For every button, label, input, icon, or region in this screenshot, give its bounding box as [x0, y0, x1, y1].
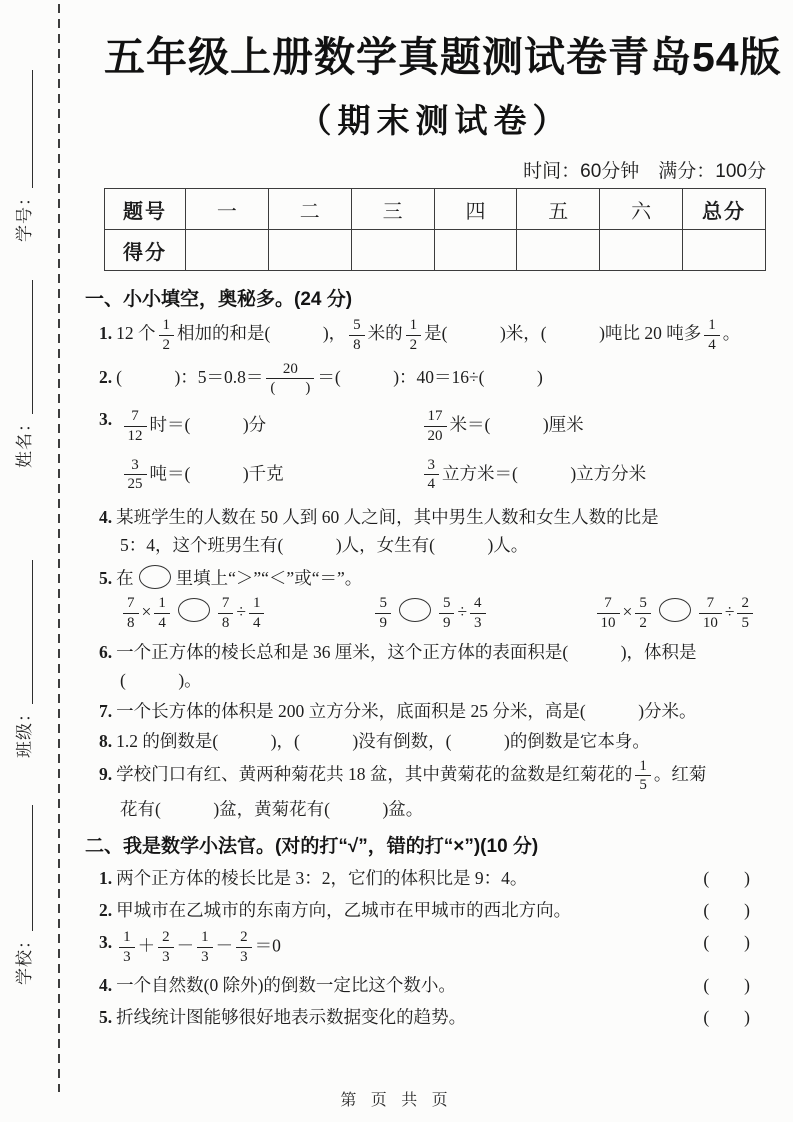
question-number: 8. — [99, 730, 113, 751]
question-number: 9. — [99, 763, 113, 784]
judge-item-4 — [99, 971, 766, 999]
judge-statement: $\frac{1}{3}$ ＋ $\frac{2}{3}$ － $\frac{1}{3}$ － $\frac{2}{3}$ ＝0 — [116, 928, 695, 967]
paper-content — [85, 0, 782, 1035]
comparison-row — [120, 594, 766, 633]
paper-title: 五年级上册数学真题测试卷青岛54版 — [104, 34, 782, 80]
question-9 — [99, 757, 766, 824]
fraction: $\frac{7}{8}$ — [218, 594, 234, 633]
question-number: 5. — [99, 1006, 113, 1027]
score-col-2: 二 — [268, 189, 351, 230]
student-name-line[interactable] — [32, 280, 33, 414]
score-row-label: 得分 — [105, 230, 186, 271]
score-input-cell[interactable] — [600, 230, 683, 271]
judge-statement: 甲城市在乙城市的东南方向，乙城市在甲城市的西北方向。 — [116, 900, 572, 920]
fraction: $\frac{2}{3}$ — [158, 928, 174, 967]
question-number: 6. — [99, 641, 113, 662]
question-number: 4. — [99, 507, 113, 527]
fraction: $\frac{5}{9}$ — [439, 594, 455, 633]
section1-heading: 一、小小填空，奥秘多。(24 分) — [85, 289, 353, 310]
fraction: $\frac{7}{12}$ — [124, 407, 147, 446]
section2-heading: 二、我是数学小法官。(对的打“√”，错的打“×”)(10 分) — [85, 836, 539, 857]
fraction: $\frac{3}{4}$ — [424, 456, 440, 495]
page-footer: 第 页 共 页 — [340, 1092, 453, 1109]
fraction: $\frac{1}{3}$ — [197, 928, 213, 967]
score-col-1: 一 — [186, 189, 269, 230]
unit-conversion-grid — [121, 407, 763, 494]
comparison-expression: $\frac{7}{10}$ × $\frac{5}{2}$ $\frac{7}{10}$ ÷ $\frac{2}{5}$ — [594, 594, 756, 633]
question-text: 在 里填上“＞”“＜”或“＝”。 — [116, 568, 362, 588]
score-input-cell[interactable] — [268, 230, 351, 271]
judge-item-2 — [99, 896, 766, 924]
question-number: 5. — [99, 568, 113, 588]
class-line[interactable] — [32, 560, 33, 704]
conversion-item: $\frac{7}{12}$ 时＝( )分 — [121, 407, 421, 446]
student-number-line[interactable] — [32, 70, 33, 188]
score-table-score-row — [105, 230, 766, 271]
question-number: 2. — [99, 900, 113, 920]
score-col-3: 三 — [351, 189, 434, 230]
paper-subtitle: （期末测试卷） — [298, 102, 572, 139]
answer-blank[interactable]: ( ) — [703, 974, 750, 995]
score-table — [104, 188, 766, 271]
fill-circle-icon — [139, 565, 171, 589]
fraction: $\frac{5}{9}$ — [375, 594, 391, 633]
school-label: 学校： — [15, 931, 34, 985]
judge-item-5 — [99, 1003, 766, 1031]
compare-circle-icon — [659, 598, 691, 622]
fraction: $\frac{2}{3}$ — [236, 928, 252, 967]
fraction: $\frac{5}{2}$ — [635, 594, 651, 633]
class-label: 班级： — [15, 704, 34, 758]
compare-circle-icon — [178, 598, 210, 622]
fraction: $\frac{7}{10}$ — [597, 594, 620, 633]
score-input-cell[interactable] — [517, 230, 600, 271]
fraction: $\frac{1}{2}$ — [406, 316, 422, 355]
question-number: 3. — [99, 409, 113, 429]
fraction: $\frac{1}{2}$ — [159, 316, 175, 355]
school-field — [16, 805, 35, 985]
question-number: 1. — [99, 868, 113, 888]
question-number: 7. — [99, 700, 113, 721]
time-score-meta: 时间：60分钟 满分：100分 — [523, 161, 766, 182]
fraction: $\frac{2}{5}$ — [737, 594, 753, 633]
question-5 — [99, 564, 766, 633]
judge-statement: 一个自然数(0 除外)的倒数一定比这个数小。 — [116, 974, 456, 995]
score-input-cell[interactable] — [186, 230, 269, 271]
question-8 — [99, 727, 766, 755]
question-number: 4. — [99, 974, 113, 995]
judge-statement: 折线统计图能够很好地表示数据变化的趋势。 — [116, 1006, 467, 1027]
answer-blank[interactable]: ( ) — [703, 932, 750, 952]
score-table-header-row — [105, 189, 766, 230]
fraction: $\frac{1}{4}$ — [704, 316, 720, 355]
score-input-cell[interactable] — [434, 230, 517, 271]
fraction: $\frac{20}{( )}$ — [266, 360, 314, 399]
score-table-corner: 题号 — [105, 189, 186, 230]
class-field — [16, 560, 35, 758]
conversion-item: $\frac{17}{20}$ 米＝( )厘米 — [421, 407, 763, 446]
judge-item-1 — [99, 864, 766, 892]
question-text: 一个正方体的棱长总和是 36 厘米，这个正方体的表面积是( )，体积是 ( )。 — [116, 641, 697, 690]
conversion-item: $\frac{3}{4}$ 立方米＝( )立方分米 — [421, 456, 763, 495]
question-text: 某班学生的人数在 50 人到 60 人之间，其中男生人数和女生人数的比是 5：4，这个班男生有( )人，女生有( )人。 — [116, 507, 659, 555]
comparison-expression: $\frac{5}{9}$ $\frac{5}{9}$ ÷ $\frac{4}{3}$ — [372, 594, 488, 633]
fraction: $\frac{17}{20}$ — [424, 407, 447, 446]
score-col-6: 六 — [600, 189, 683, 230]
fraction: $\frac{1}{4}$ — [154, 594, 170, 633]
score-input-cell[interactable] — [683, 230, 766, 271]
student-name-label: 姓名： — [15, 414, 34, 468]
fraction: $\frac{1}{4}$ — [249, 594, 265, 633]
score-col-5: 五 — [517, 189, 600, 230]
score-input-cell[interactable] — [351, 230, 434, 271]
question-4 — [99, 503, 766, 559]
judge-statement: 两个正方体的棱长比是 3：2，它们的体积比是 9：4。 — [116, 868, 528, 888]
fraction: $\frac{7}{10}$ — [699, 594, 722, 633]
student-number-label: 学号： — [15, 188, 34, 242]
answer-blank[interactable]: ( ) — [703, 868, 750, 888]
question-number: 2. — [99, 366, 113, 387]
question-text: ( )：5＝0.8＝ $\frac{20}{( )}$ ＝( )：40＝16÷( ) — [116, 360, 543, 397]
fraction: $\frac{7}{8}$ — [123, 594, 139, 633]
fold-dashed-line — [58, 4, 60, 1092]
question-3 — [99, 405, 766, 494]
score-col-4: 四 — [434, 189, 517, 230]
student-number-field — [16, 70, 35, 242]
fraction: $\frac{1}{3}$ — [119, 928, 135, 967]
school-line[interactable] — [32, 805, 33, 931]
question-number: 3. — [99, 932, 113, 952]
compare-circle-icon — [399, 598, 431, 622]
question-text: 一个长方体的体积是 200 立方分米，底面积是 25 分米，高是( )分米。 — [116, 700, 697, 721]
fraction: $\frac{5}{8}$ — [349, 316, 365, 355]
comparison-expression: $\frac{7}{8}$ × $\frac{1}{4}$ $\frac{7}{8}$ ÷ $\frac{1}{4}$ — [120, 594, 267, 633]
question-6 — [99, 638, 766, 694]
score-col-total: 总分 — [683, 189, 766, 230]
conversion-item: $\frac{3}{25}$ 吨＝( )千克 — [121, 456, 421, 495]
question-text: 1.2 的倒数是( )，( )没有倒数，( )的倒数是它本身。 — [116, 730, 650, 751]
judge-item-3 — [99, 928, 766, 967]
question-number: 1. — [99, 323, 113, 344]
question-7 — [99, 697, 766, 725]
fraction: $\frac{4}{3}$ — [470, 594, 486, 633]
answer-blank[interactable]: ( ) — [703, 1006, 750, 1027]
student-name-field — [16, 280, 35, 468]
fraction: $\frac{1}{5}$ — [635, 757, 651, 796]
question-1 — [99, 316, 766, 355]
question-2 — [99, 360, 766, 399]
question-text: 12 个 $\frac{1}{2}$ 相加的和是( )， $\frac{5}{8}$ 米的 $\frac{1}{2}$ 是( )米，( )吨比 20 吨多 $\frac{1}{4}$ 。 — [116, 317, 741, 353]
question-text: 学校门口有红、黄两种菊花共 18 盆，其中黄菊花的盆数是红菊花的 $\frac{1}{5}$ 。红菊 花有( )盆，黄菊花有( )盆。 — [116, 757, 707, 819]
answer-blank[interactable]: ( ) — [703, 900, 750, 920]
fraction: $\frac{3}{25}$ — [124, 456, 147, 495]
